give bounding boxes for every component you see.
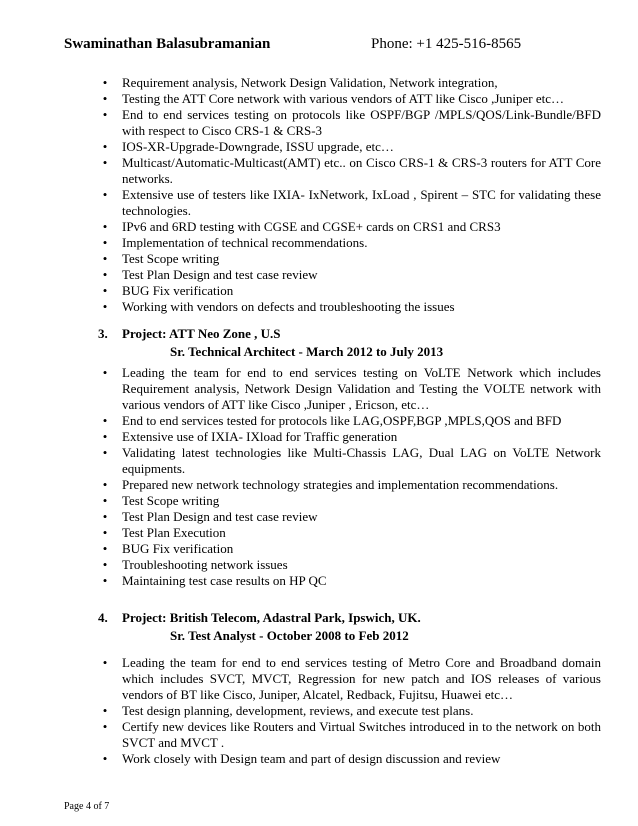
bullet-icon: •	[102, 155, 108, 170]
list-item	[98, 91, 601, 107]
bullet-icon: •	[102, 703, 108, 718]
bullet-icon: •	[102, 365, 108, 380]
candidate-name: Swaminathan Balasubramanian	[64, 36, 271, 52]
bullet-icon: •	[102, 219, 108, 234]
list-item-text: Leading the team for end to end services testing of Metro Core and Broadband domain which includes SVCT, MVCT, Regression for new patch and IOS releases of various vendors of BT like Cisco, Juniper, Alcatel, Redback, Fujitsu, Huawei etc…	[122, 655, 601, 702]
list-item-text: Certify new devices like Routers and Virtual Switches introduced in to the network on both SVCT and MVCT .	[122, 719, 601, 750]
list-item-text: Extensive use of testers like IXIA- IxNetwork, IxLoad , Spirent – STC for validating these technologies.	[122, 187, 601, 218]
list-item-text: Multicast/Automatic-Multicast(AMT) etc.. on Cisco CRS-1 & CRS-3 routers for ATT Core networks.	[122, 155, 601, 186]
list-item	[98, 75, 601, 91]
list-item	[98, 477, 601, 493]
list-item-text: BUG Fix verification	[122, 541, 234, 556]
list-item-text: Prepared new network technology strategies and implementation recommendations.	[122, 477, 559, 492]
list-item-text: BUG Fix verification	[122, 283, 234, 298]
list-item	[98, 283, 601, 299]
list-item-text: Test Scope writing	[122, 493, 220, 508]
bullet-icon: •	[102, 573, 108, 588]
list-item	[98, 493, 601, 509]
list-item-text: Troubleshooting network issues	[122, 557, 288, 572]
list-item	[98, 187, 601, 219]
list-item-text: Working with vendors on defects and troubleshooting the issues	[122, 299, 455, 314]
list-item-text: Maintaining test case results on HP QC	[122, 573, 327, 588]
list-item	[98, 719, 601, 751]
bullet-icon: •	[102, 509, 108, 524]
list-item	[98, 365, 601, 413]
list-item-text: Test Plan Design and test case review	[122, 509, 318, 524]
project-role: Sr. Test Analyst - October 2008 to Feb 2012	[170, 628, 409, 643]
bullet-icon: •	[102, 267, 108, 282]
project-3-responsibilities-list	[98, 365, 601, 589]
list-item-text: End to end services testing on protocols like OSPF/BGP /MPLS/QOS/Link-Bundle/BFD with respect to Cisco CRS-1 & CRS-3	[122, 107, 601, 138]
page-number: Page 4 of 7	[64, 801, 110, 812]
list-item-text: Test Scope writing	[122, 251, 220, 266]
list-item-text: Extensive use of IXIA- IXload for Traffic generation	[122, 429, 398, 444]
resume-header	[64, 36, 584, 56]
list-item	[98, 107, 601, 139]
bullet-icon: •	[102, 557, 108, 572]
bullet-icon: •	[102, 541, 108, 556]
bullet-icon: •	[102, 283, 108, 298]
bullet-icon: •	[102, 655, 108, 670]
list-item	[98, 299, 601, 315]
bullet-icon: •	[102, 107, 108, 122]
bullet-icon: •	[102, 91, 108, 106]
list-item-text: Work closely with Design team and part of design discussion and review	[122, 751, 501, 766]
list-item-text: Leading the team for end to end services testing on VoLTE Network which includes Requirement analysis, Network Design Validation and Testing the VOLTE network with various vendors of ATT like Cisco ,Juniper , Ericson, etc…	[122, 365, 601, 412]
list-item-text: Testing the ATT Core network with various vendors of ATT like Cisco ,Juniper etc…	[122, 91, 564, 106]
bullet-icon: •	[102, 299, 108, 314]
list-item	[98, 139, 601, 155]
list-item	[98, 235, 601, 251]
bullet-icon: •	[102, 235, 108, 250]
list-item-text: Test Plan Execution	[122, 525, 226, 540]
project-number: 3.	[98, 326, 108, 341]
bullet-icon: •	[102, 445, 108, 460]
project-number: 4.	[98, 610, 108, 625]
list-item-text: Test design planning, development, reviews, and execute test plans.	[122, 703, 474, 718]
list-item	[98, 525, 601, 541]
list-item-text: Implementation of technical recommendations.	[122, 235, 368, 250]
phone-number: Phone: +1 425-516-8565	[371, 36, 522, 52]
list-item	[98, 413, 601, 429]
list-item	[98, 655, 601, 703]
list-item	[98, 445, 601, 477]
bullet-icon: •	[102, 751, 108, 766]
list-item-text: Validating latest technologies like Multi-Chassis LAG, Dual LAG on VoLTE Network equipments.	[122, 445, 601, 476]
bullet-icon: •	[102, 525, 108, 540]
list-item-text: IPv6 and 6RD testing with CGSE and CGSE+ cards on CRS1 and CRS3	[122, 219, 501, 234]
list-item	[98, 219, 601, 235]
project-4-responsibilities-list	[98, 655, 601, 767]
list-item-text: IOS-XR-Upgrade-Downgrade, ISSU upgrade, etc…	[122, 139, 394, 154]
list-item	[98, 155, 601, 187]
bullet-icon: •	[102, 493, 108, 508]
list-item	[98, 429, 601, 445]
list-item	[98, 557, 601, 573]
bullet-icon: •	[102, 719, 108, 734]
bullet-icon: •	[102, 187, 108, 202]
list-item-text: Test Plan Design and test case review	[122, 267, 318, 282]
list-item	[98, 267, 601, 283]
bullet-icon: •	[102, 413, 108, 428]
list-item-text: Requirement analysis, Network Design Validation, Network integration,	[122, 75, 498, 90]
list-item	[98, 541, 601, 557]
bullet-icon: •	[102, 429, 108, 444]
project-title: Project: British Telecom, Adastral Park, Ipswich, UK.	[122, 610, 421, 625]
project-role: Sr. Technical Architect - March 2012 to July 2013	[170, 344, 444, 359]
bullet-icon: •	[102, 139, 108, 154]
list-item	[98, 703, 601, 719]
list-item-text: End to end services tested for protocols like LAG,OSPF,BGP ,MPLS,QOS and BFD	[122, 413, 562, 428]
bullet-icon: •	[102, 251, 108, 266]
project-title: Project: ATT Neo Zone , U.S	[122, 326, 281, 341]
responsibilities-list	[98, 75, 601, 315]
list-item	[98, 751, 601, 767]
bullet-icon: •	[102, 477, 108, 492]
list-item	[98, 509, 601, 525]
list-item	[98, 251, 601, 267]
list-item	[98, 573, 601, 589]
bullet-icon: •	[102, 75, 108, 90]
